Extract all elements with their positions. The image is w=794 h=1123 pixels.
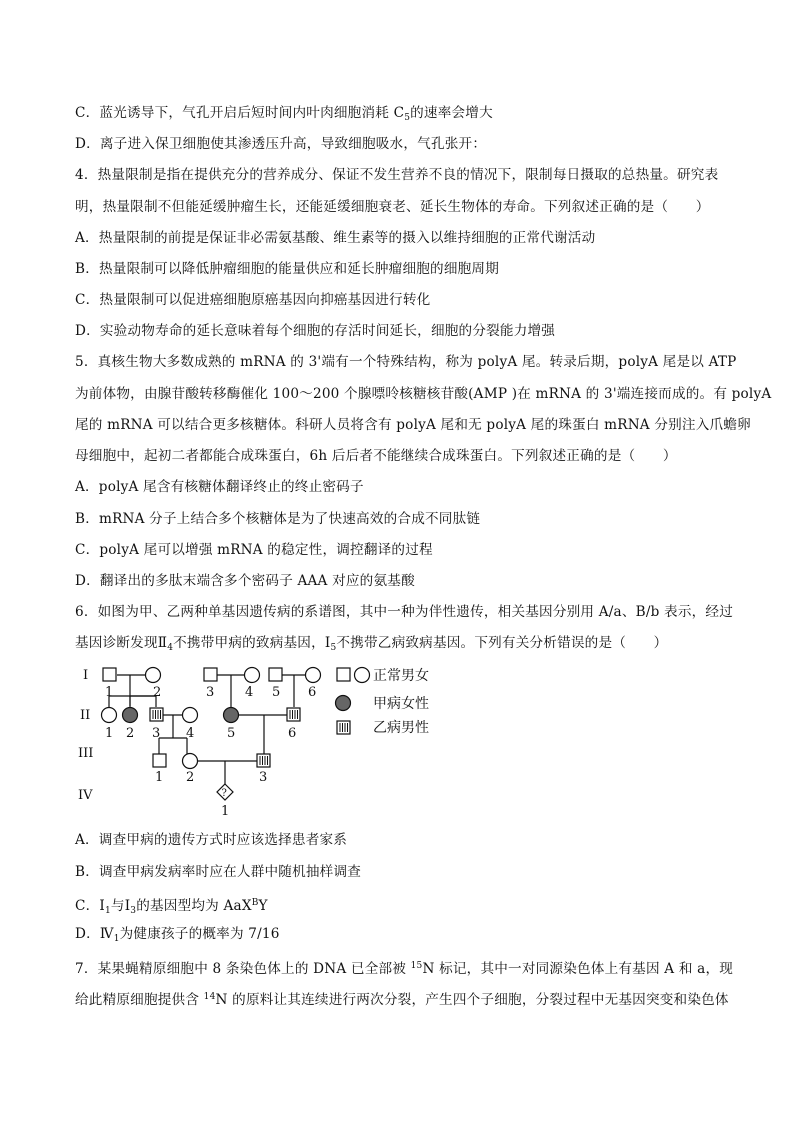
q4-option-a: A．热量限制的前提是保证非必需氨基酸、维生素等的摄入以维持细胞的正常代谢活动 <box>75 230 596 246</box>
q6-stem-line1: 6．如图为甲、乙两种单基因遗传病的系谱图，其中一种为伴性遗传，相关基因分别用 A/a、B/b 表示，经过 <box>75 604 733 620</box>
num-II1: 1 <box>105 726 114 741</box>
q5-option-a: A．polyA 尾含有核糖体翻译终止的终止密码子 <box>75 479 364 495</box>
legend-b-label: 乙病男性 <box>373 720 429 736</box>
q5-option-c: C．polyA 尾可以增强 mRNA 的稳定性，调控翻译的过程 <box>75 542 433 558</box>
q5-stem-line3: 尾的 mRNA 可以结合更多核糖体。科研人员将含有 polyA 尾和无 polyA 尾的珠蛋白 mRNA 分别注入爪蟾卵 <box>75 417 751 433</box>
q4-option-d: D．实验动物寿命的延长意味着每个细胞的存活时间延长，细胞的分裂能力增强 <box>75 323 556 339</box>
q3-option-c: C．蓝光诱导下，气孔开启后短时间内叶肉细胞消耗 $C_5$的速率会增大 <box>75 105 493 123</box>
gen-label-IV: IV <box>78 788 93 803</box>
legend-square-symbol <box>337 668 350 681</box>
q4-option-b: B．热量限制可以降低肿瘤细胞的能量供应和延长肿瘤细胞的细胞周期 <box>75 261 499 277</box>
q6-option-c: C．$Ⅰ_1$与$Ⅰ_3$的基因型均为 AaX$^B$Y <box>75 898 268 916</box>
legend-circle-symbol <box>355 668 370 683</box>
pedigree-diagram <box>75 660 475 820</box>
pedigree-II1 <box>102 708 117 723</box>
num-I6: 6 <box>308 685 317 700</box>
num-I4: 4 <box>245 685 254 700</box>
pedigree-I3 <box>204 668 217 681</box>
num-I3: 3 <box>206 685 215 700</box>
q4-option-c: C．热量限制可以促进癌细胞原癌基因向抑癌基因进行转化 <box>75 292 431 308</box>
q5-stem-line2: 为前体物，由腺苷酸转移酶催化 100～200 个腺嘌呤核糖核苷酸(AMP )在 mRNA 的 3'端连接而成的。有 polyA <box>75 386 772 402</box>
pedigree-II4 <box>183 708 198 723</box>
num-I2: 2 <box>153 685 162 700</box>
pedigree-I6 <box>306 668 321 683</box>
legend-affected-b-symbol <box>337 721 350 734</box>
num-II3: 3 <box>152 726 161 741</box>
num-III1: 1 <box>155 770 164 785</box>
num-III3: 3 <box>259 770 268 785</box>
num-II5: 5 <box>227 726 236 741</box>
q5-stem-line4: 母细胞中，起初二者都能合成珠蛋白，6h 后后者不能继续合成珠蛋白。下列叙述正确的是（ ） <box>75 448 677 464</box>
q5-option-b: B．mRNA 分子上结合多个核糖体是为了快速高效的合成不同肽链 <box>75 511 481 527</box>
num-IV1: 1 <box>221 804 230 819</box>
gen-label-I: I <box>83 668 89 683</box>
legend-normal-label: 正常男女 <box>373 668 429 684</box>
q7-stem-line2: 给此精原细胞提供含 $^{14}$N 的原料让其连续进行两次分裂，产生四个子细胞，分裂过程中无基因突变和染色体 <box>75 992 729 1008</box>
q6-option-b: B．调查甲病发病率时应在人群中随机抽样调查 <box>75 864 362 880</box>
q6-option-a: A．调查甲病的遗传方式时应该选择患者家系 <box>75 832 348 848</box>
pedigree-III2 <box>183 754 198 769</box>
unknown-mark: ? <box>221 788 227 799</box>
q7-stem-line1: 7．某果蝇精原细胞中 8 条染色体上的 DNA 已全部被 $^{15}$N 标记，其中一对同源染色体上有基因 A 和 a，现 <box>75 961 734 977</box>
num-II2: 2 <box>126 726 135 741</box>
q5-stem-line1: 5．真核生物大多数成熟的 mRNA 的 3'端有一个特殊结构，称为 polyA 尾。转录后期，polyA 尾是以 ATP <box>75 354 737 370</box>
q4-stem-line1: 4．热量限制是指在提供充分的营养成分、保证不发生营养不良的情况下，限制每日摄取的总热量。研究表 <box>75 167 719 183</box>
legend-affected-a-symbol <box>336 696 351 711</box>
pedigree-II5 <box>224 708 239 723</box>
legend-a-label: 甲病女性 <box>373 696 429 712</box>
pedigree-II6 <box>287 708 300 721</box>
pedigree-I5 <box>269 668 282 681</box>
pedigree-III3 <box>257 754 270 767</box>
pedigree-III1 <box>153 754 166 767</box>
q5-option-d: D．翻译出的多肽末端含多个密码子 AAA 对应的氨基酸 <box>75 573 415 589</box>
q4-stem-line2: 明，热量限制不但能延缓肿瘤生长，还能延缓细胞衰老、延长生物体的寿命。下列叙述正确的是（ ） <box>75 199 710 215</box>
gen-label-III: III <box>78 746 94 761</box>
pedigree-II2 <box>123 708 138 723</box>
pedigree-I1 <box>103 668 116 681</box>
pedigree-I4 <box>245 668 260 683</box>
gen-label-II: II <box>80 708 91 723</box>
num-II4: 4 <box>186 726 195 741</box>
q6-option-d: D．$Ⅳ_1$为健康孩子的概率为 7/16 <box>75 926 280 944</box>
q6-stem-line2: 基因诊断发现$Ⅱ_4$不携带甲病的致病基因，$Ⅰ_5$不携带乙病致病基因。下列有关分析错误的是（ ） <box>75 635 668 653</box>
pedigree-I2 <box>146 668 161 683</box>
num-I5: 5 <box>272 685 281 700</box>
num-III2: 2 <box>186 770 195 785</box>
pedigree-II3 <box>150 708 163 721</box>
q3-option-d: D．离子进入保卫细胞使其渗透压升高，导致细胞吸水，气孔张开： <box>75 136 487 152</box>
num-II6: 6 <box>288 726 297 741</box>
num-I1: 1 <box>105 685 114 700</box>
